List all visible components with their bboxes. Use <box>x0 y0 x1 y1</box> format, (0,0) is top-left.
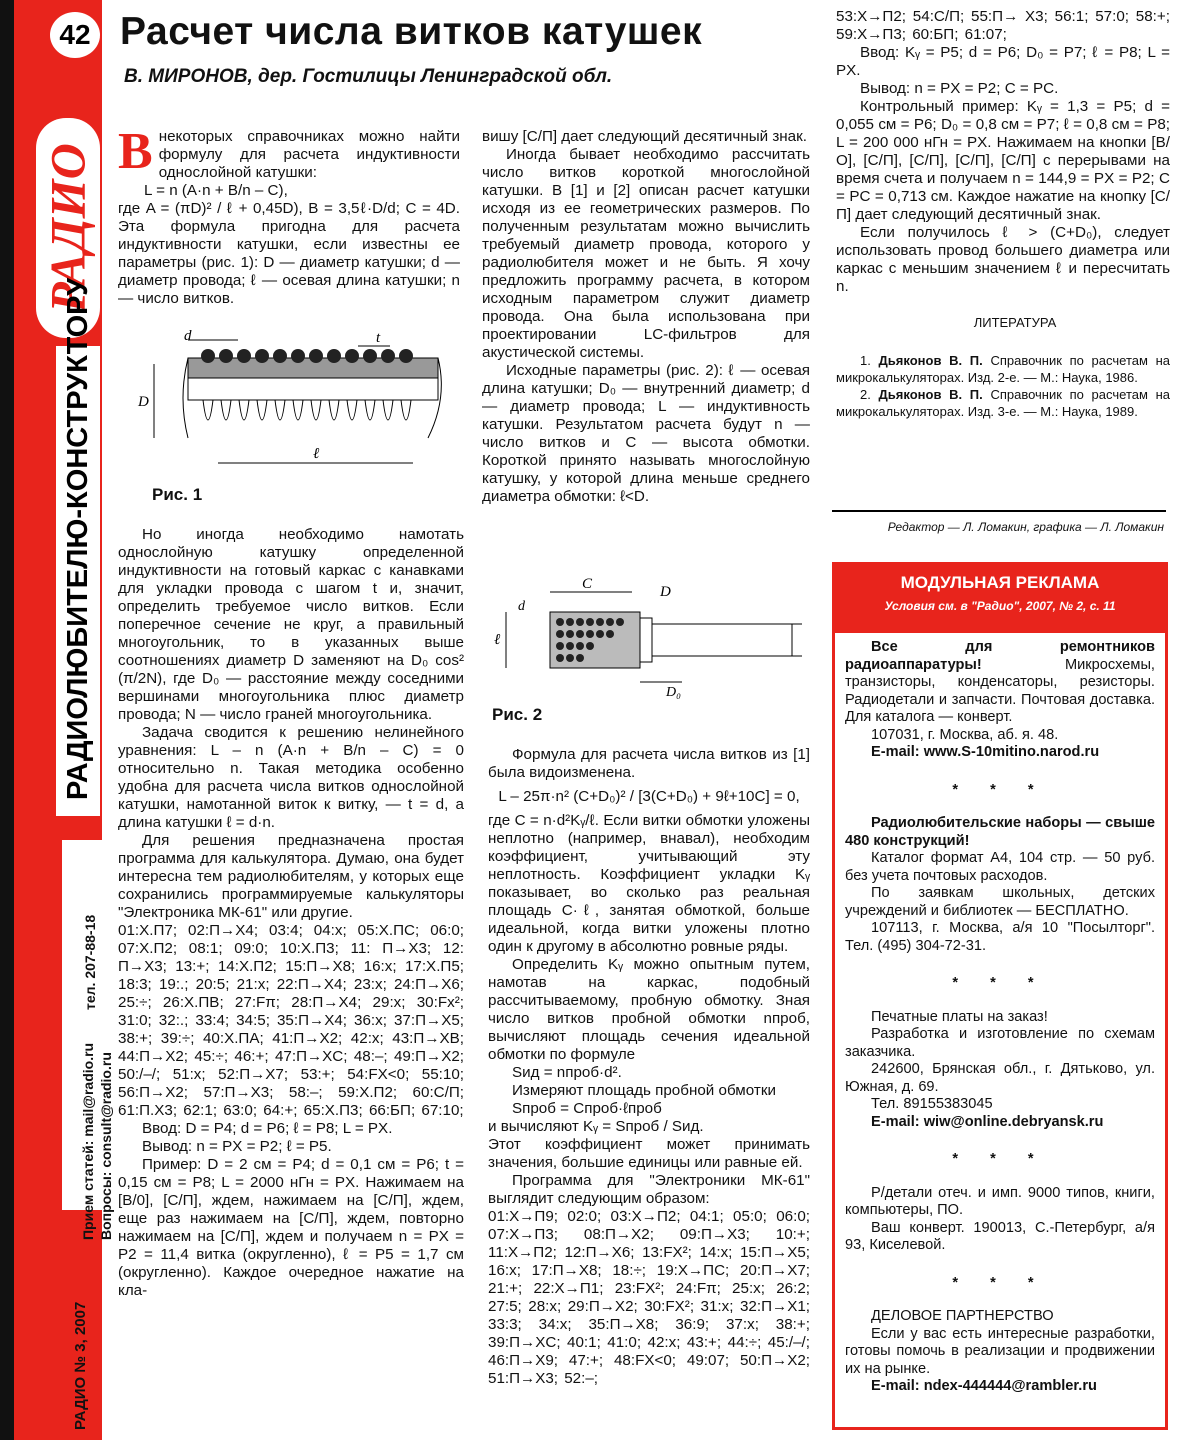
paragraph-multilayer: Иногда бывает необходимо рассчитать число витков короткой многослойной катушки. В [1] и [2] описан расчет катушки исходя из ее геометрических размеров. По полученным результатам можно вычислить требуемый диаметр провода, которого у радиолюбителя может и не быть. Я хочу предложить программу расчета, в котором исходным параметром служит диаметр провода. Она была использована при проектировании LC-фильтров для акустической системы. <box>482 146 810 361</box>
column-2-cont <box>488 746 810 1388</box>
paragraph-calculator: Для решения предназначена простая программа для калькулятора. Думаю, она будет интересна тем радиолюбителям, у которых еще сохранились программируемые калькуляторы "Электроника МК-61" или другие. <box>118 832 464 921</box>
figure-1-caption: Рис. 1 <box>152 485 203 504</box>
program-1-input: Ввод: D = P4; d = P6; ℓ = P8; L = PX. <box>142 1120 393 1137</box>
ad-5-email[interactable]: E-mail: ndex-444444@rambler.ru <box>871 1378 1097 1394</box>
consult-email: Вопросы: consult@radio.ru <box>98 1052 114 1240</box>
ad-header <box>835 565 1165 633</box>
ad-title: МОДУЛЬНАЯ РЕКЛАМА <box>900 573 1100 592</box>
ad-3-phone: Тел. 89155383045 <box>871 1096 993 1112</box>
fig1-label-t: t <box>376 330 381 346</box>
fig2-label-D: D <box>660 584 671 600</box>
logo-text: РАДИО <box>40 143 96 313</box>
column-2 <box>482 128 810 506</box>
ad-4-text: Р/детали отеч. и имп. 9000 типов, книги, компьютеры, ПО. <box>845 1184 1155 1218</box>
ad-3-email[interactable]: E-mail: wiw@online.debryansk.ru <box>871 1113 1104 1130</box>
column-3 <box>836 8 1170 420</box>
ad-2-text: Каталог формат А4, 104 стр. — 50 руб. без учета почтовых расходов. <box>845 850 1155 884</box>
articles-email: Прием статей: mail@radio.ru <box>80 1042 96 1240</box>
paragraph-experiment: Определить Kᵧ можно опытным путем, намотав на каркас, подобный рассчитываемому, пробную обмотку. Зная число витков пробной обмотки nпроб, вычисляют площадь сечения идеальной обмотки по формуле <box>488 956 810 1063</box>
intro-paragraph: некоторых справочниках можно найти формулу для расчета индуктивности однослойной катушки: <box>158 128 460 181</box>
program-2-input: Ввод: Kᵧ = P5; d = P6; D₀ = P7; ℓ = P8; L = PX. <box>836 44 1170 79</box>
issue-label: РАДИО № 3, 2007 <box>72 1301 89 1430</box>
formula-1: L = n (A·n + B/n – C), <box>144 182 288 199</box>
paragraph-equation: Задача сводится к решению нелинейного уравнения: L – n (A·n + B/n – C) = 0 относительно n. Такая методика особенно удобна для расчета числа витков однослойной катушки, намотанной виток к витку, — t = d, а длина катушки ℓ = d·n. <box>118 724 464 831</box>
section-label: РАДИОЛЮБИТЕЛЮ-КОНСТРУКТОРУ <box>62 277 94 800</box>
ad-separator: * * * <box>952 1274 1048 1291</box>
figure-1-coil <box>128 328 448 478</box>
program-1-listing: 01:X.П7; 02:П→X4; 03:4; 04:x; 05:X.ПC; 06:0; 07:X.П2; 08:1; 09:0; 10:X.П3; 11: П→X3; 12: П→X3; 13:+; 14:X.П2; 15:П→X8; 16:x; 17:X.П5; 18:3; 19:.; 20:5; 21:x; 22:П→X4; 23:x; 24:П→X6; 25:÷; 26:X.ПB; 27:Fπ; 28:П→X4; 29:x; 30:Fx²; 31:0; 32:.; 33:4; 34:5; 35:П→X4; 36:x; 37:П→X5; 38:+; 39:÷; 40:X.ПA; 41:П→X2; 42:x; 43:П→XB; 44:П→X2; 45:÷; 46:+; 47:П→XC; 48:–; 49:П→X2; 50:/–/; 51:x; 52:П→X7; 53:+; 54:FX<0; 55:10; 56:П→X2; 57:П→X3; 58:–; 59:X.П2; 60:C/П; 61:П.X3; 62:1; 63:0; 64:+; 65:X.П3; 66:БП; 67:10; <box>118 922 464 1119</box>
phone-number: тел. 207-88-18 <box>82 914 98 1010</box>
literature-list <box>836 352 1170 420</box>
ad-1-email[interactable]: E-mail: www.S-10mitino.narod.ru <box>871 744 1100 760</box>
ad-1 <box>845 639 1155 727</box>
ad-1-address: 107031, г. Москва, аб. я. 48. <box>871 726 1059 743</box>
ad-separator: * * * <box>952 781 1048 798</box>
ad-5-text: Если у вас есть интересные разработки, готовы помочь в реализации и продвижении их на рынке. <box>845 1325 1155 1377</box>
literature-title: ЛИТЕРАТУРА <box>973 315 1057 330</box>
paragraph-values: Этот коэффициент может принимать значения, большие единицы или равные ей. <box>488 1136 810 1171</box>
fig2-label-C: C <box>582 576 593 592</box>
literature-item-1: 1. Дьяконов В. П. Справочник по расчетам на микрокалькуляторах. Изд. 2-е. — М.: Наука, 1986. <box>836 353 1171 385</box>
ad-separator: * * * <box>952 1151 1048 1167</box>
fig1-label-d: d <box>184 328 192 344</box>
ad-5-headline: ДЕЛОВОЕ ПАРТНЕРСТВО <box>871 1308 1054 1324</box>
formula-4: Sпроб = Cпроб·ℓпроб <box>512 1100 662 1117</box>
formula-3: Sид = nпроб·d². <box>512 1064 622 1081</box>
ad-1-text: Микросхемы, транзисторы, конденсаторы, резисторы. Радиодетали и запчасти. Почтовая доставка. Для каталога — конверт. <box>845 656 1155 725</box>
lit2-author: Дьяконов В. П. <box>878 387 983 402</box>
paragraph-key: вишу [С/П] дает следующий десятичный знак. <box>482 128 807 145</box>
paragraph-program-2: Программа для "Электроники МК-61" выглядит следующим образом: <box>488 1172 810 1207</box>
lit2-text: Справочник по расчетам на микрокалькуляторах. Изд. 3-е. — М.: Наука, 1989. <box>836 387 1171 419</box>
ad-1-headline: Все для ремонтников радиоаппаратуры! <box>845 639 1155 673</box>
ad-subtitle: Условия см. в "Радио", 2007, № 2, с. 11 <box>884 599 1116 613</box>
program-1-example: Пример: D = 2 см = P4; d = 0,1 см = P6; t = 0,15 см = P8; L = 2000 нГн = PX. Нажимаем на [В/0], [С/П], ждем, нажимаем на [С/П], ждем, еще раз нажимаем на [С/П], ждем, повторно нажимаем на [С/П], ждем и получаем n = PX = P2 = 11,4 витка (округленно), ℓ = P5 = 1,7 см (округленно). Каждое очередное нажатие на кла- <box>118 1156 464 1299</box>
editor-rule <box>832 510 1166 512</box>
fig1-label-D: D <box>138 394 149 410</box>
lit1-text: Справочник по расчетам на микрокалькуляторах. Изд. 2-е. — М.: Наука, 1986. <box>836 353 1171 385</box>
article-author: В. МИРОНОВ, дер. Гостилицы Ленинградской обл. <box>124 66 613 87</box>
ad-2-address: 107113, г. Москва, а/я 10 "Посылторг". Тел. (495) 304-72-31. <box>845 920 1155 954</box>
paragraph-formula-modified: Формула для расчета числа витков из [1] была видоизменена. <box>488 746 810 781</box>
figure-2-caption: Рис. 2 <box>492 705 543 724</box>
fig2-label-d: d <box>518 599 525 614</box>
program-2-listing: 01:X→П9; 02:0; 03:X→П2; 04:1; 05:0; 06:0; 07:X→П3; 08:П→X2; 09:П→X3; 10:+; 11:X→П2; 12:П→X6; 13:FX²; 14:x; 15:П→X5; 16:x; 17:П→X8; 18:÷; 19:X→ПC; 20:П→X7; 21:+; 22:X→П1; 23:FX²; 24:Fπ; 25:x; 26:2; 27:5; 28:x; 29:П→X2; 30:FX²; 31:x; 32:П→X1; 33:3; 34:x; 35:П→X8; 36:9; 37:x; 38:+; 39:П→XC; 40:1; 41:0; 42:x; 43:+; 44:÷; 45:/–/; 46:П→X9; 47:+; 48:FX<0; 49:07; 50:П→X2; 51:П→X3; 52:–; <box>488 1208 810 1387</box>
ad-4-address: Ваш конверт. 190013, С.-Петербург, а/я 93, Киселевой. <box>845 1219 1155 1253</box>
fig2-label-l: ℓ <box>494 632 501 648</box>
paragraph-recalc: Если получилось ℓ > (C+D₀), следует использовать провод большего диаметра или каркас с меньшим значением ℓ и пересчитать n. <box>836 224 1170 295</box>
paragraph-groove: Но иногда необходимо намотать однослойную катушку определенной индуктивности на готовый каркас с канавками для укладки провода с шагом t и, значит, определить требуемое число витков. Если поперечное сечение не круг, а правильный многоугольник, то в указанных выше соотношениях диаметр D заменяют на D₀ cos² (π/2N), где D₀ — расстояние между соседними вершинами многоугольника плюс диаметр провода; N — число граней многоугольника. <box>118 526 464 723</box>
column-1-cont <box>118 526 464 1300</box>
program-2-check: Контрольный пример: Kᵧ = 1,3 = P5; d = 0,055 см = P6; D₀ = 0,8 см = P7; ℓ = 0,8 см = P8; L = 200 000 нГн = PX. Нажимаем на кнопки [В/О], [С/П], [С/П], [С/П], [С/П] с перерывами на время счета и получаем n = 144,9 = PX = P2; C = PC = 0,713 см. Каждое нажатие на кнопку [С/П] дает следующий десятичный знак. <box>836 98 1170 223</box>
formula-explanation: где A = (πD)² / ℓ + 0,45D), B = 3,5ℓ·D/d; C = 4D. Эта формула пригодна для расчета индуктивности катушки, если известны ее параметры (рис. 1): D — диаметр катушки; d — диаметр провода; ℓ — осевая длина катушки; n — число витков. <box>118 200 460 307</box>
paragraph-measure: Измеряют площадь пробной обмотки <box>512 1082 776 1099</box>
ad-2-headline: Радиолюбительские наборы — свыше 480 конструкций! <box>845 815 1155 849</box>
fig2-label-D0: D₀ <box>666 685 681 700</box>
literature-item-2: 2. Дьяконов В. П. Справочник по расчетам на микрокалькуляторах. Изд. 3-е. — М.: Наука, 1989. <box>836 387 1171 419</box>
ad-separator: * * * <box>952 975 1048 991</box>
ad-block <box>832 562 1168 1430</box>
paragraph-params: Исходные параметры (рис. 2): ℓ — осевая длина катушки; D₀ — внутренний диаметр; d — диаметр провода; L — индуктивность катушки. Результатом расчета будут n — число витков и C — высота обмотки. Короткой принято называть многослойную катушку, у которой длина меньше среднего диаметра обмотки: ℓ<D. <box>482 362 810 505</box>
ad-2-free: По заявкам школьных, детских учреждений и библиотек — БЕСПЛАТНО. <box>845 885 1155 919</box>
paragraph-coefficient: где C = n·d²Kᵧ/ℓ. Если витки обмотки уложены неплотно (например, внавал), необходим коэффициент, учитывающий эту неплотность. Коэффициент укладки Kᵧ показывает, во сколько раз реальная площадь C·ℓ, занятая обмоткой, больше идеальной, когда витки уложены плотно один к другому в абсолютно ровные ряды. <box>488 812 810 955</box>
figure-2-multilayer-coil <box>492 572 812 702</box>
program-1-output: Вывод: n = PX = P2; ℓ = P5. <box>142 1138 332 1155</box>
drop-cap: В <box>118 123 153 180</box>
paragraph-compute-k: и вычисляют Kᵧ = Sпроб / Sид. <box>488 1118 704 1135</box>
column-1 <box>118 123 460 308</box>
fig1-label-l: ℓ <box>313 446 320 462</box>
editor-credit: Редактор — Л. Ломакин, графика — Л. Ломакин <box>887 520 1164 534</box>
program-2-listing-end: 53:X→П2; 54:C/П; 55:П→ X3; 56:1; 57:0; 58:+; 59:X→П3; 60:БП; 61:07; <box>836 8 1170 43</box>
program-2-output: Вывод: n = PX = P2; C = PC. <box>860 80 1059 97</box>
ad-3-address: 242600, Брянская обл., г. Дятьково, ул. Южная, д. 69. <box>845 1061 1155 1095</box>
ad-body <box>835 633 1165 1396</box>
article-title: Расчет числа витков катушек <box>120 10 703 53</box>
ad-3-text: Разработка и изготовление по схемам заказчика. <box>845 1026 1155 1060</box>
ad-3-headline: Печатные платы на заказ! <box>871 1008 1048 1025</box>
lit1-author: Дьяконов В. П. <box>878 353 983 368</box>
formula-2: L – 25π·n² (C+D₀)² / [3(C+D₀) + 9ℓ+10C] = 0, <box>498 788 800 805</box>
page-number: 42 <box>50 12 100 58</box>
sidebar-edge <box>0 0 14 1440</box>
